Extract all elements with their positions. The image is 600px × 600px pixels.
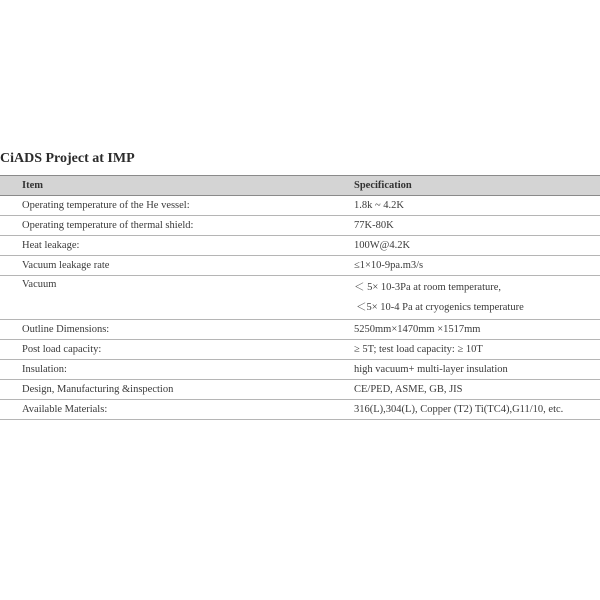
table-row — [0, 256, 600, 276]
table-row — [0, 380, 600, 400]
row-item-cell: Post load capacity: — [0, 340, 332, 360]
table-row — [0, 340, 600, 360]
table-row — [0, 320, 600, 340]
row-item-cell: Design, Manufacturing &inspection — [0, 380, 332, 400]
spec-line-cryogenic-temperature: ＜5× 10-4 Pa at cryogenics temperature — [356, 301, 524, 313]
row-spec-cell: 77K-80K — [332, 216, 600, 236]
table-row — [0, 360, 600, 380]
table-row — [0, 276, 600, 320]
row-item-cell: Operating temperature of the He vessel: — [0, 196, 332, 216]
row-spec-cell: 5250mm×1470mm ×1517mm — [332, 320, 600, 340]
row-spec-cell: CE/PED, ASME, GB, JIS — [332, 380, 600, 400]
table-row — [0, 236, 600, 256]
table-row — [0, 196, 600, 216]
table-header-row — [0, 176, 600, 196]
row-item-cell: Vacuum leakage rate — [0, 256, 332, 276]
row-item-cell: Vacuum — [0, 276, 332, 320]
row-spec-cell — [332, 276, 600, 320]
row-item-cell: Operating temperature of thermal shield: — [0, 216, 332, 236]
spec-line-room-temperature: ＜ 5× 10-3Pa at room temperature, — [354, 281, 502, 293]
column-header-specification: Specification — [332, 176, 600, 196]
row-spec-cell: ≥ 5T; test load capacity: ≥ 10T — [332, 340, 600, 360]
row-item-cell: Heat leakage: — [0, 236, 332, 256]
table-row — [0, 400, 600, 420]
column-header-item: Item — [0, 176, 332, 196]
row-spec-cell: 100W@4.2K — [332, 236, 600, 256]
row-spec-cell: ≤1×10-9pa.m3/s — [332, 256, 600, 276]
row-spec-cell: 1.8k ~ 4.2K — [332, 196, 600, 216]
row-item-cell: Available Materials: — [0, 400, 332, 420]
row-item-cell: Outline Dimensions: — [0, 320, 332, 340]
row-spec-cell: 316(L),304(L), Copper (T2) Ti(TC4),G11/10, etc. — [332, 400, 600, 420]
row-spec-cell: high vacuum+ multi-layer insulation — [332, 360, 600, 380]
page-title: CiADS Project at IMP — [0, 151, 135, 166]
specification-table — [0, 175, 600, 420]
table-row — [0, 216, 600, 236]
row-item-cell: Insulation: — [0, 360, 332, 380]
